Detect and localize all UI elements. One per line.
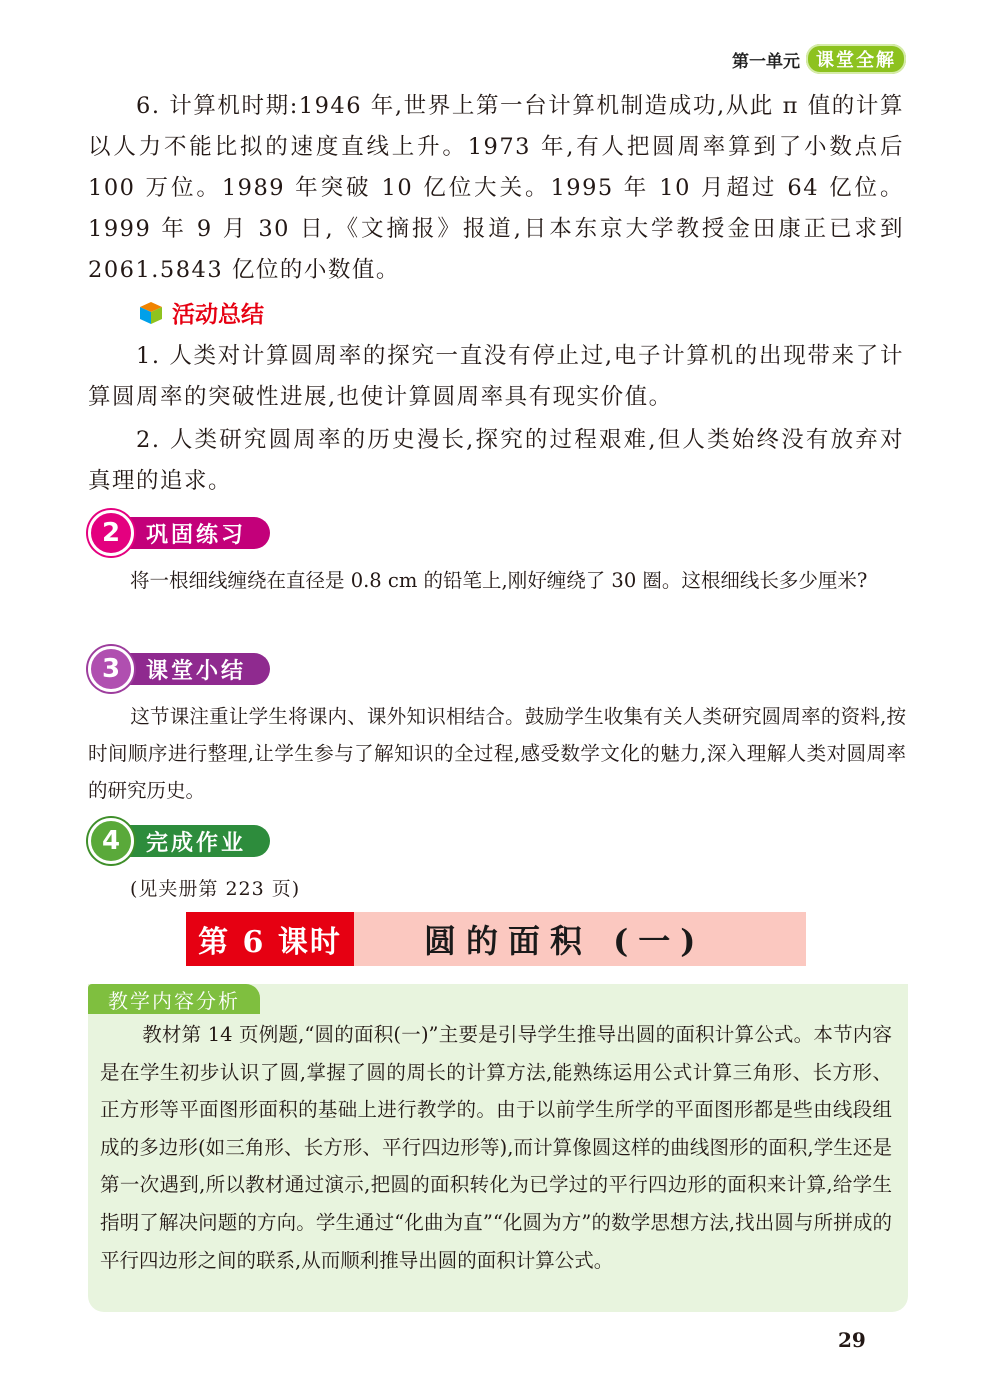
section-number-badge: 2 — [88, 510, 134, 556]
history-paragraph-6: 6. 计算机时期:1946 年,世界上第一台计算机制造成功,从此 π 值的计算以人力不能比拟的速度直线上升。1973 年,有人把圆周率算到了小数点后 100 万位。1989 年突破 10 亿位大关。1995 年 10 月超过 64 亿位。1999 年 9 月 30 日,《文摘报》报道,日本东京大学教授金田康正已求到 2061.5843 亿位的小数值。 — [88, 93, 904, 283]
lesson-number: 第 6 课时 — [186, 912, 354, 966]
book-series-badge: 课堂全解 — [806, 44, 906, 74]
section-number-badge: 4 — [88, 818, 134, 864]
section-title: 完成作业 — [122, 825, 270, 857]
running-header — [732, 44, 906, 74]
section-number-badge: 3 — [88, 646, 134, 692]
activity-summary-title: 活动总结 — [172, 302, 264, 328]
section-recap-banner — [88, 646, 270, 692]
activity-summary-heading — [138, 296, 264, 329]
homework-reference: (见夹册第 223 页) — [130, 878, 301, 900]
summary-paragraph-1: 1. 人类对计算圆周率的探究一直没有停止过,电子计算机的出现带来了计算圆周率的突破性进展,也使计算圆周率具有现实价值。 — [88, 343, 904, 410]
lesson-title: 圆的面积 (一) — [354, 912, 806, 966]
summary-paragraph-2: 2. 人类研究圆周率的历史漫长,探究的过程艰难,但人类始终没有放弃对真理的追求。 — [88, 427, 904, 494]
section-title: 巩固练习 — [122, 517, 270, 549]
recap-paragraph: 这节课注重让学生将课内、课外知识相结合。鼓励学生收集有关人类研究圆周率的资料,按时间顺序进行整理,让学生参与了解知识的全过程,感受数学文化的魅力,深入理解人类对圆周率的研究历史。 — [88, 705, 906, 802]
page-number: 29 — [838, 1328, 866, 1352]
cube-icon — [138, 300, 164, 326]
lesson-banner — [186, 912, 806, 966]
section-homework-banner — [88, 818, 270, 864]
practice-question: 将一根细线缠绕在直径是 0.8 cm 的铅笔上,刚好缠绕了 30 圈。这根细线长多少厘米? — [130, 569, 868, 592]
content-analysis-text: 教材第 14 页例题,“圆的面积(一)”主要是引导学生推导出圆的面积计算公式。本节内容是在学生初步认识了圆,掌握了圆的周长的计算方法,能熟练运用公式计算三角形、长方形、正方形等平面图形面积的基础上进行教学的。由于以前学生所学的平面图形都是些由线段组成的多边形(如三角形、长方形、平行四边形等),而计算像圆这样的曲线图形的面积,学生还是第一次遇到,所以教材通过演示,把圆的面积转化为已学过的平行四边形的面积来计算,给学生指明了解决问题的方向。学生通过“化曲为直”“化圆为方”的数学思想方法,找出圆与所拼成的平行四边形之间的联系,从而顺利推导出圆的面积计算公式。 — [100, 1023, 892, 1272]
content-analysis-tab: 教学内容分析 — [88, 984, 260, 1014]
unit-label: 第一单元 — [732, 51, 800, 72]
section-title: 课堂小结 — [122, 653, 270, 685]
section-practice-banner — [88, 510, 270, 556]
